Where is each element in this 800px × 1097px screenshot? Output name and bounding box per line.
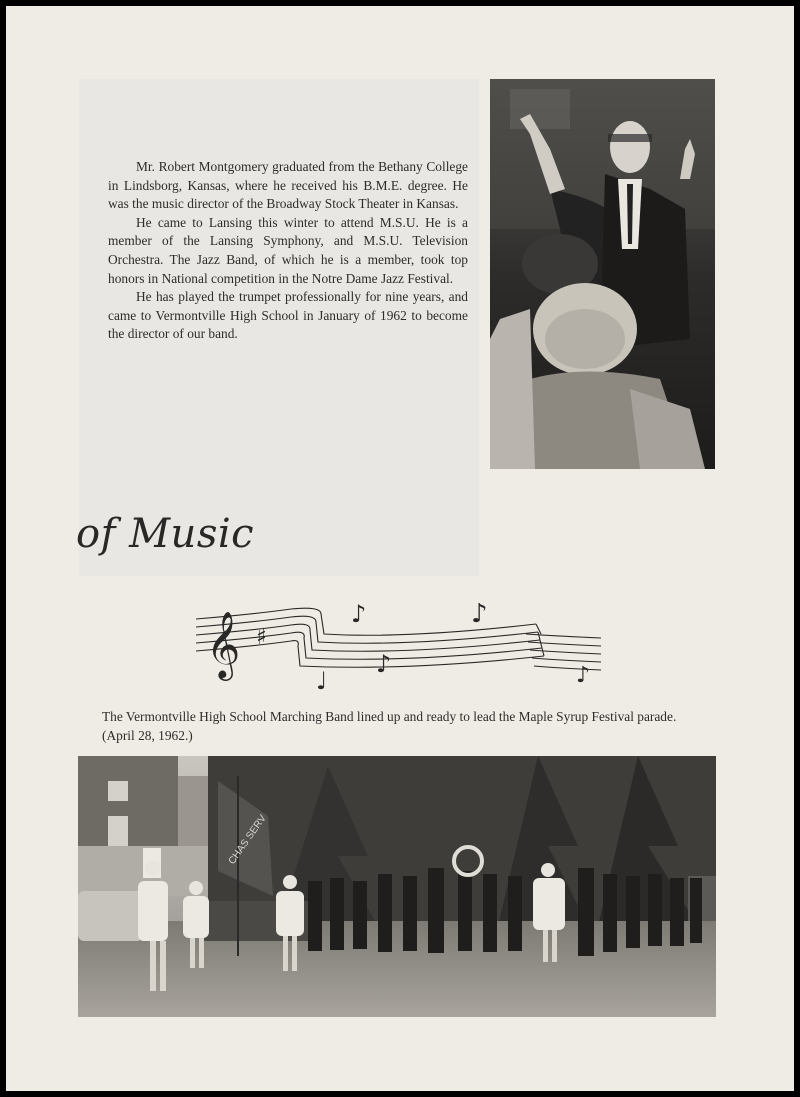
svg-text:♪: ♪ xyxy=(351,600,367,628)
svg-text:♯: ♯ xyxy=(256,625,267,650)
director-biography xyxy=(108,158,468,344)
svg-text:♩: ♩ xyxy=(316,667,328,695)
marching-band-photo xyxy=(78,756,716,1017)
yearbook-page xyxy=(6,6,794,1091)
flag-lettering: CHAS SERV xyxy=(226,813,269,867)
bio-paragraph-1: Mr. Robert Montgomery graduated from the Bethany College in Lindsborg, Kansas, where he received his B.M.E. degree. He was the music director of the Broadway Stock Theater in Kansas. xyxy=(108,159,468,212)
svg-text:♪: ♪ xyxy=(471,599,488,629)
musical-staff-illustration xyxy=(196,594,606,709)
bio-paragraph-3: He has played the trumpet professionally for nine years, and came to Vermontville High School in January of 1962 to become the director of our band. xyxy=(108,289,468,342)
page-heading: of Music xyxy=(76,511,255,557)
svg-text:♪: ♪ xyxy=(576,663,591,688)
band-photo-caption xyxy=(102,708,702,745)
conductor-photo xyxy=(490,79,715,469)
svg-text:𝄞: 𝄞 xyxy=(206,610,241,678)
bio-paragraph-2: He came to Lansing this winter to attend M.S.U. He is a member of the Lansing Symphony, and M.S.U. Television Orchestra. The Jazz Band, of which he is a member, took top honors in National competition in the Notre Dame Jazz Festival. xyxy=(108,214,468,286)
svg-text:♪: ♪ xyxy=(376,650,392,678)
caption-text: The Vermontville High School Marching Band lined up and ready to lead the Maple Syrup Festival parade. (April 28, 1962.) xyxy=(102,709,677,743)
